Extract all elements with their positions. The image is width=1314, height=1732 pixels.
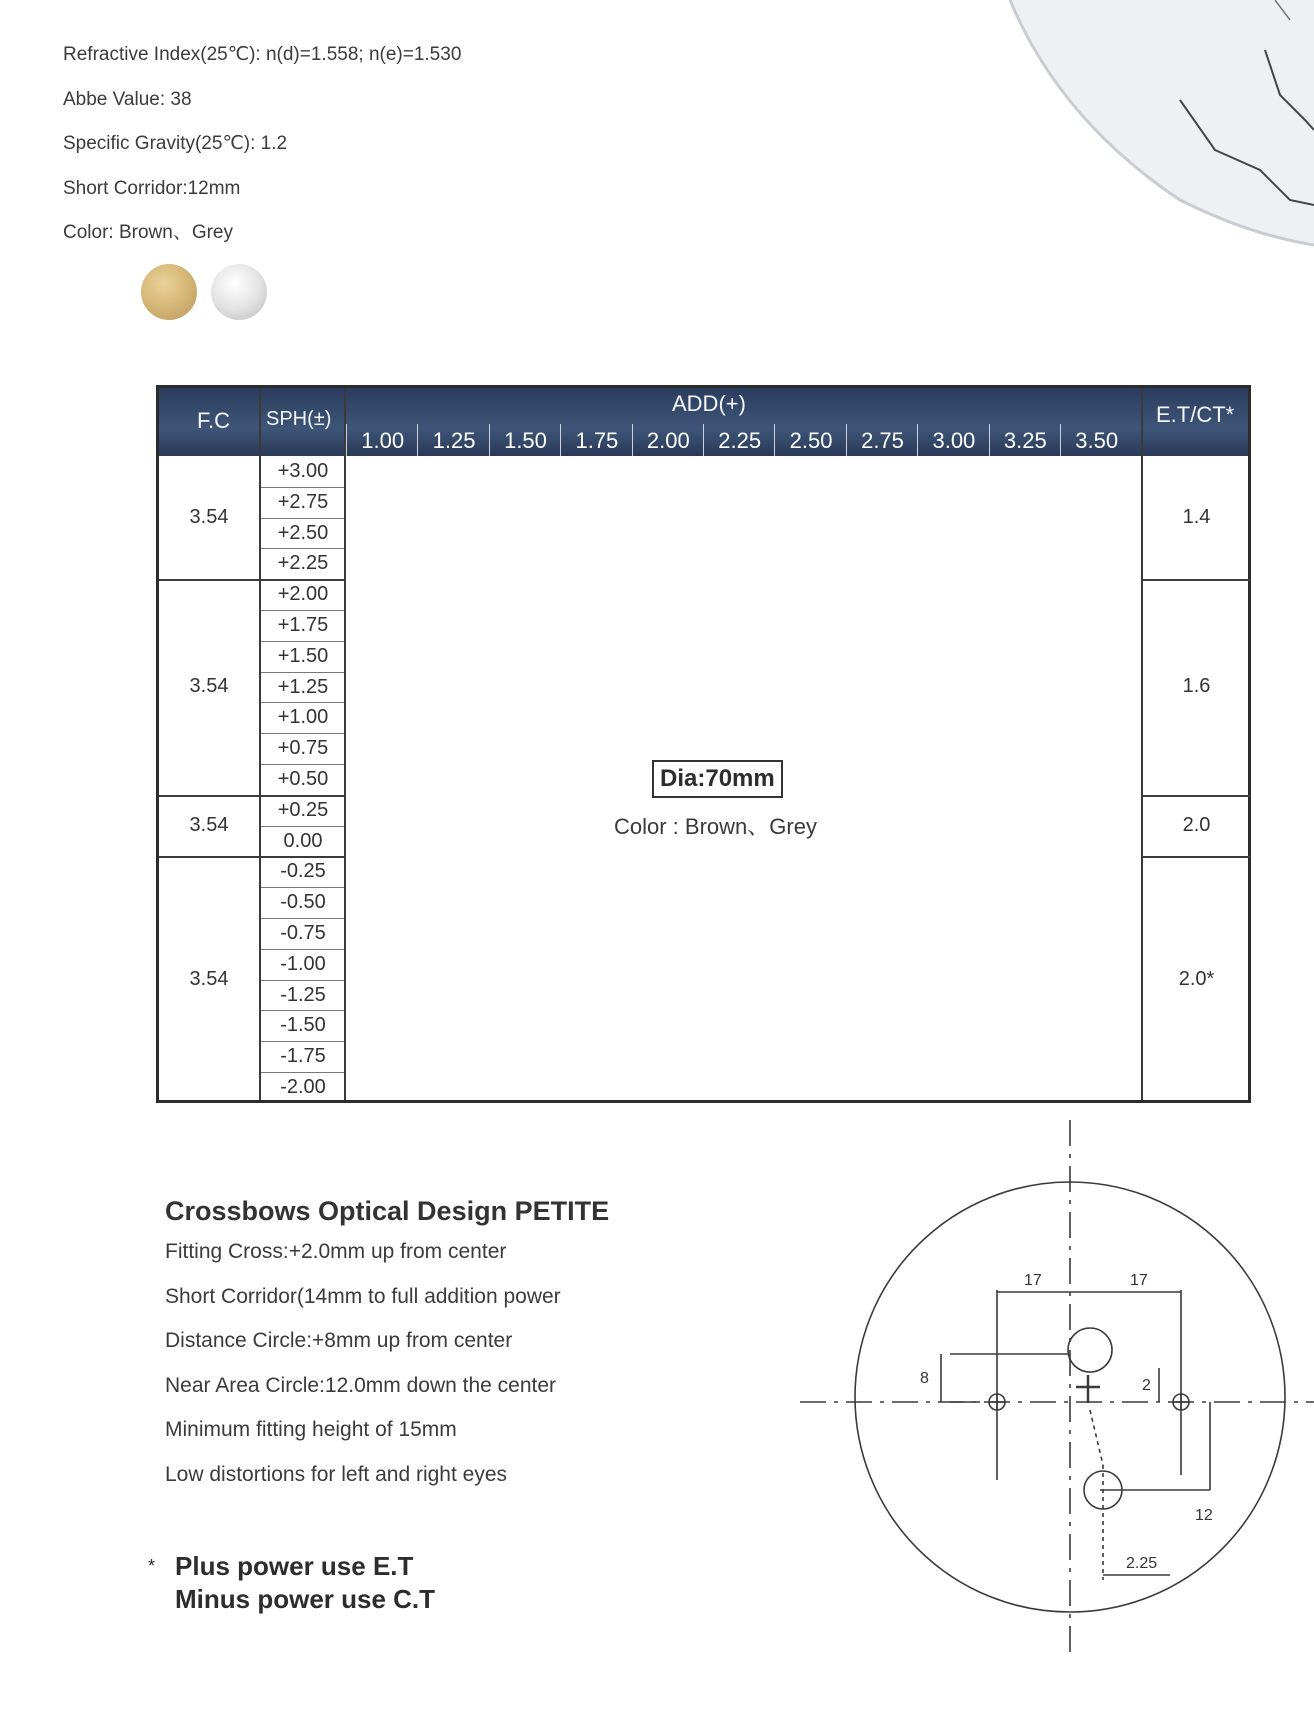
et-value: 2.0* [1178, 967, 1215, 990]
note-line-plus: Plus power use E.T [175, 1551, 414, 1581]
sph-header: SPH(±) [266, 408, 332, 430]
column-divider [344, 388, 346, 1100]
fc-header: F.C [197, 408, 230, 433]
row-divider [259, 548, 344, 549]
left-width-label: 17 [1024, 1272, 1042, 1289]
sph-value: -2.00 [280, 1076, 326, 1098]
design-item: Fitting Cross:+2.0mm up from center [165, 1240, 507, 1263]
column-divider [259, 388, 261, 1100]
grey-swatch [211, 264, 267, 320]
add-header: ADD(+) [672, 391, 746, 416]
add-value-cell: 1.25 [417, 424, 489, 456]
add-value-cell: 1.50 [489, 424, 561, 456]
fc-value: 3.54 [189, 675, 229, 697]
specific-gravity: Specific Gravity(25℃): 1.2 [63, 133, 288, 154]
sph-value: +1.00 [277, 706, 329, 729]
row-divider [259, 641, 344, 642]
et-header: E.T/CT* [1156, 402, 1235, 427]
et-value: 1.6 [1182, 675, 1211, 697]
lens-specs [63, 40, 461, 263]
add-value-cell: 2.75 [846, 424, 918, 456]
cross-up-label: 2 [1142, 1377, 1151, 1394]
brown-swatch [141, 264, 197, 320]
group-divider [159, 579, 344, 581]
distance-up-label: 8 [920, 1370, 929, 1387]
row-divider [259, 949, 344, 950]
right-width-label: 17 [1130, 1272, 1148, 1289]
sph-value: -0.75 [280, 922, 326, 944]
design-section [165, 1196, 609, 1504]
fc-value: 3.54 [189, 813, 229, 836]
design-item: Low distortions for left and right eyes [165, 1462, 508, 1486]
row-divider [259, 826, 344, 827]
row-divider [259, 1041, 344, 1042]
add-value-cell: 3.00 [917, 424, 989, 456]
add-value-cell: 2.00 [632, 424, 704, 456]
add-value-cell: 1.00 [346, 424, 418, 456]
short-corridor: Short Corridor:12mm [63, 177, 241, 199]
sph-value: +1.25 [277, 675, 329, 698]
design-item: Short Corridor(14mm to full addition power [165, 1284, 561, 1308]
sph-value: -0.25 [280, 860, 326, 883]
sph-value: +2.50 [277, 521, 329, 544]
add-value-cell: 1.75 [560, 424, 632, 456]
sph-value: -1.50 [280, 1014, 326, 1037]
sph-value: +1.75 [277, 614, 329, 636]
et-value: 1.4 [1182, 505, 1211, 528]
inset-label: 2.25 [1126, 1555, 1158, 1572]
sph-value: +2.75 [277, 490, 329, 513]
et-divider [1141, 579, 1251, 581]
add-value-cell: 2.25 [703, 424, 775, 456]
refractive-index: Refractive Index(25℃): n(d)=1.558; n(e)=1.530 [63, 44, 462, 65]
group-divider [159, 856, 344, 858]
et-divider [1141, 856, 1251, 858]
color-options: Color: Brown、Grey [63, 222, 233, 243]
row-divider [259, 518, 344, 519]
sph-value: +1.50 [277, 644, 329, 667]
fc-value: 3.54 [189, 967, 229, 990]
sph-value: 0.00 [283, 829, 323, 852]
add-value-cell: 3.25 [989, 424, 1061, 456]
sph-value: +2.25 [277, 552, 329, 575]
sph-value: +3.00 [277, 460, 329, 482]
row-divider [259, 1010, 344, 1011]
row-divider [259, 702, 344, 703]
fc-value: 3.54 [189, 505, 229, 528]
group-divider [159, 795, 344, 797]
et-divider [1141, 795, 1251, 797]
row-divider [259, 672, 344, 673]
sph-value: -1.00 [280, 952, 326, 975]
distance-circle [1068, 1328, 1112, 1372]
sph-value: +0.25 [277, 798, 329, 821]
lens-availability-table [156, 385, 1251, 1103]
sph-value: +2.00 [277, 583, 329, 606]
column-divider [1141, 388, 1143, 1100]
design-item: Minimum fitting height of 15mm [165, 1418, 457, 1441]
row-divider [259, 764, 344, 765]
add-value-cell: 2.50 [774, 424, 846, 456]
row-divider [259, 733, 344, 734]
row-divider [259, 980, 344, 981]
design-title: Crossbows Optical Design PETITE [165, 1196, 610, 1226]
lens-layout-diagram [800, 1120, 1314, 1680]
power-note [148, 1550, 435, 1616]
row-divider [259, 487, 344, 488]
diameter-label: Dia:70mm [652, 760, 783, 798]
row-divider [259, 1072, 344, 1073]
design-item: Distance Circle:+8mm up from center [165, 1329, 513, 1352]
et-value: 2.0 [1182, 813, 1211, 836]
asterisk: * [148, 1556, 156, 1576]
sph-value: +0.75 [277, 737, 329, 760]
row-divider [259, 918, 344, 919]
note-line-minus: Minus power use C.T [175, 1584, 436, 1614]
design-item: Near Area Circle:12.0mm down the center [165, 1373, 557, 1397]
sph-value: -1.75 [280, 1045, 326, 1068]
table-color-line: Color : Brown、Grey [614, 814, 817, 839]
row-divider [259, 610, 344, 611]
near-down-label: 12 [1195, 1507, 1213, 1524]
sph-value: +0.50 [277, 768, 329, 790]
sph-value: -1.25 [280, 983, 326, 1006]
add-value-cell: 3.50 [1060, 424, 1132, 456]
row-divider [259, 887, 344, 888]
abbe-value: Abbe Value: 38 [63, 88, 192, 110]
table-header [159, 388, 1248, 456]
sph-value: -0.50 [280, 891, 326, 914]
